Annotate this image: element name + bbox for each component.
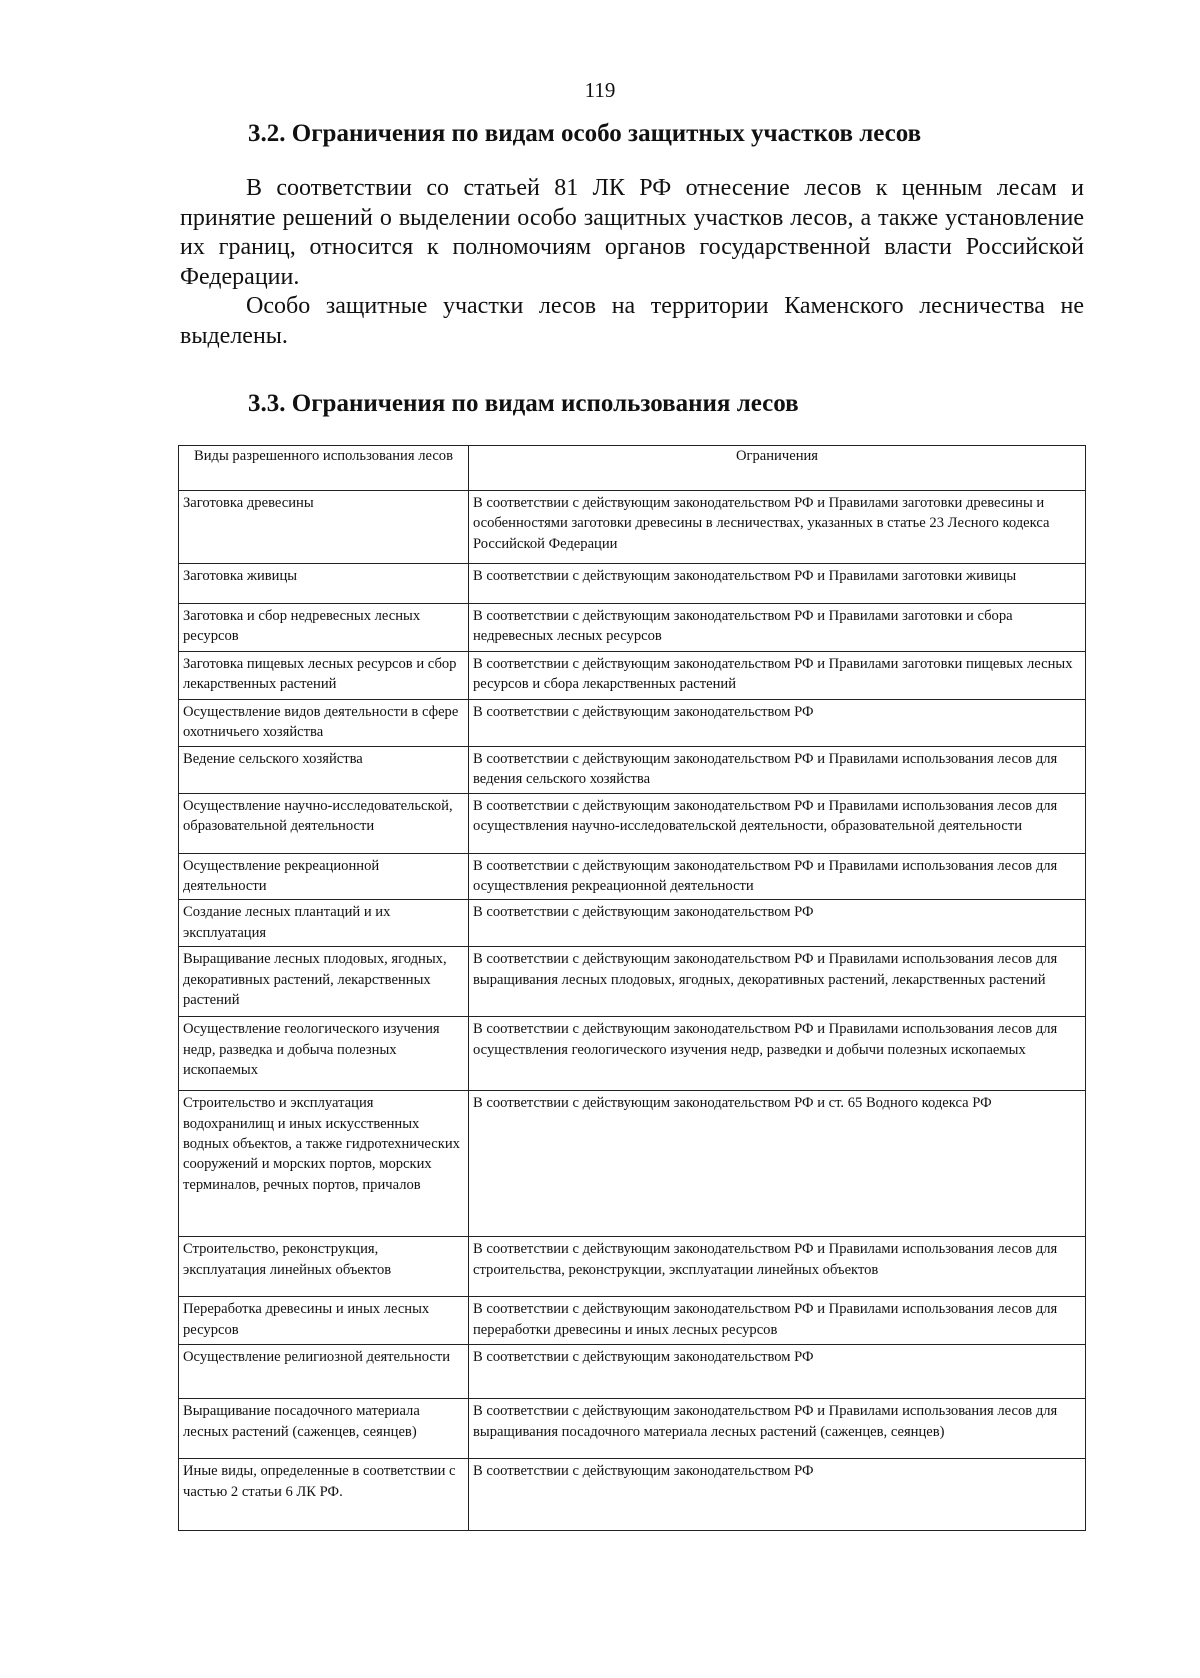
- page-number: 119: [584, 78, 616, 102]
- restriction-cell: В соответствии с действующим законодательством РФ и Правилами использования лесов для строительства, реконструкции, эксплуатации линейных объектов: [469, 1237, 1086, 1297]
- usage-type-cell: Осуществление научно-исследовательской, образовательной деятельности: [179, 793, 469, 853]
- table-row: [179, 746, 1086, 793]
- restriction-cell: В соответствии с действующим законодательством РФ и Правилами использования лесов для выращивания лесных плодовых, ягодных, декоративных растений, лекарственных растений: [469, 947, 1086, 1017]
- restrictions-table: [178, 445, 1086, 1531]
- restriction-cell: В соответствии с действующим законодательством РФ и Правилами использования лесов для осуществления геологического изучения недр, разведки и добычи полезных ископаемых: [469, 1017, 1086, 1091]
- table-row: [179, 1399, 1086, 1459]
- table-row: [179, 1459, 1086, 1531]
- restriction-cell: В соответствии с действующим законодательством РФ: [469, 700, 1086, 747]
- restriction-cell: В соответствии с действующим законодательством РФ и Правилами использования лесов для переработки древесины и иных лесных ресурсов: [469, 1297, 1086, 1345]
- table-row: [179, 793, 1086, 853]
- restriction-cell: В соответствии с действующим законодательством РФ и ст. 65 Водного кодекса РФ: [469, 1091, 1086, 1237]
- restriction-cell: В соответствии с действующим законодательством РФ и Правилами использования лесов для ведения сельского хозяйства: [469, 746, 1086, 793]
- restriction-cell: В соответствии с действующим законодательством РФ и Правилами использования лесов для осуществления научно-исследовательской деятельности, образовательной деятельности: [469, 793, 1086, 853]
- table-row: [179, 1091, 1086, 1237]
- usage-type-cell: Заготовка и сбор недревесных лесных ресурсов: [179, 604, 469, 652]
- table-header-row: [179, 446, 1086, 491]
- table-row: [179, 853, 1086, 900]
- section-3-2-body: [180, 174, 1084, 351]
- usage-type-cell: Строительство, реконструкция, эксплуатация линейных объектов: [179, 1237, 469, 1297]
- table-row: [179, 1345, 1086, 1399]
- restriction-cell: В соответствии с действующим законодательством РФ и Правилами заготовки древесины и особенностями заготовки древесины в лесничествах, указанных в статье 23 Лесного кодекса Российской Федерации: [469, 491, 1086, 564]
- table-row: [179, 491, 1086, 564]
- table-row: [179, 700, 1086, 747]
- restriction-cell: В соответствии с действующим законодательством РФ: [469, 1459, 1086, 1531]
- section-3-2-heading: 3.2. Ограничения по видам особо защитных участков лесов: [248, 120, 922, 147]
- usage-type-cell: Заготовка пищевых лесных ресурсов и сбор лекарственных растений: [179, 652, 469, 700]
- table-row: [179, 564, 1086, 604]
- table-row: [179, 1237, 1086, 1297]
- usage-type-cell: Выращивание посадочного материала лесных растений (саженцев, сеянцев): [179, 1399, 469, 1459]
- usage-type-cell: Осуществление видов деятельности в сфере охотничьего хозяйства: [179, 700, 469, 747]
- restriction-cell: В соответствии с действующим законодательством РФ и Правилами использования лесов для выращивания посадочного материала лесных растений (саженцев, сеянцев): [469, 1399, 1086, 1459]
- usage-type-cell: Ведение сельского хозяйства: [179, 746, 469, 793]
- table-row: [179, 947, 1086, 1017]
- column-header-usage-type: Виды разрешенного использования лесов: [179, 446, 469, 491]
- usage-type-cell: Переработка древесины и иных лесных ресурсов: [179, 1297, 469, 1345]
- paragraph-not-designated: Особо защитные участки лесов на территории Каменского лесничества не выделены.: [180, 293, 1084, 349]
- usage-type-cell: Иные виды, определенные в соответствии с частью 2 статьи 6 ЛК РФ.: [179, 1459, 469, 1531]
- column-header-restrictions: Ограничения: [469, 446, 1086, 491]
- usage-type-cell: Заготовка древесины: [179, 491, 469, 564]
- section-3-3-heading: 3.3. Ограничения по видам использования лесов: [248, 390, 799, 417]
- table-row: [179, 1297, 1086, 1345]
- restriction-cell: В соответствии с действующим законодательством РФ и Правилами заготовки живицы: [469, 564, 1086, 604]
- usage-type-cell: Строительство и эксплуатация водохранилищ и иных искусственных водных объектов, а также гидротехнических сооружений и морских портов, морских терминалов, речных портов, причалов: [179, 1091, 469, 1237]
- table-row: [179, 1017, 1086, 1091]
- restriction-cell: В соответствии с действующим законодательством РФ и Правилами использования лесов для осуществления рекреационной деятельности: [469, 853, 1086, 900]
- restriction-cell: В соответствии с действующим законодательством РФ: [469, 900, 1086, 947]
- usage-type-cell: Осуществление рекреационной деятельности: [179, 853, 469, 900]
- usage-type-cell: Заготовка живицы: [179, 564, 469, 604]
- usage-type-cell: Создание лесных плантаций и их эксплуатация: [179, 900, 469, 947]
- restriction-cell: В соответствии с действующим законодательством РФ и Правилами заготовки и сбора недревесных лесных ресурсов: [469, 604, 1086, 652]
- table-row: [179, 604, 1086, 652]
- table-row: [179, 652, 1086, 700]
- paragraph-statute: В соответствии со статьей 81 ЛК РФ отнесение лесов к ценным лесам и принятие решений о выделении особо защитных участков лесов, а также установление их границ, относится к полномочиям органов государственной власти Российской Федерации.: [180, 175, 1084, 290]
- restriction-cell: В соответствии с действующим законодательством РФ и Правилами заготовки пищевых лесных ресурсов и сбора лекарственных растений: [469, 652, 1086, 700]
- restriction-cell: В соответствии с действующим законодательством РФ: [469, 1345, 1086, 1399]
- usage-type-cell: Осуществление геологического изучения недр, разведка и добыча полезных ископаемых: [179, 1017, 469, 1091]
- table-row: [179, 900, 1086, 947]
- usage-type-cell: Выращивание лесных плодовых, ягодных, декоративных растений, лекарственных растений: [179, 947, 469, 1017]
- usage-type-cell: Осуществление религиозной деятельности: [179, 1345, 469, 1399]
